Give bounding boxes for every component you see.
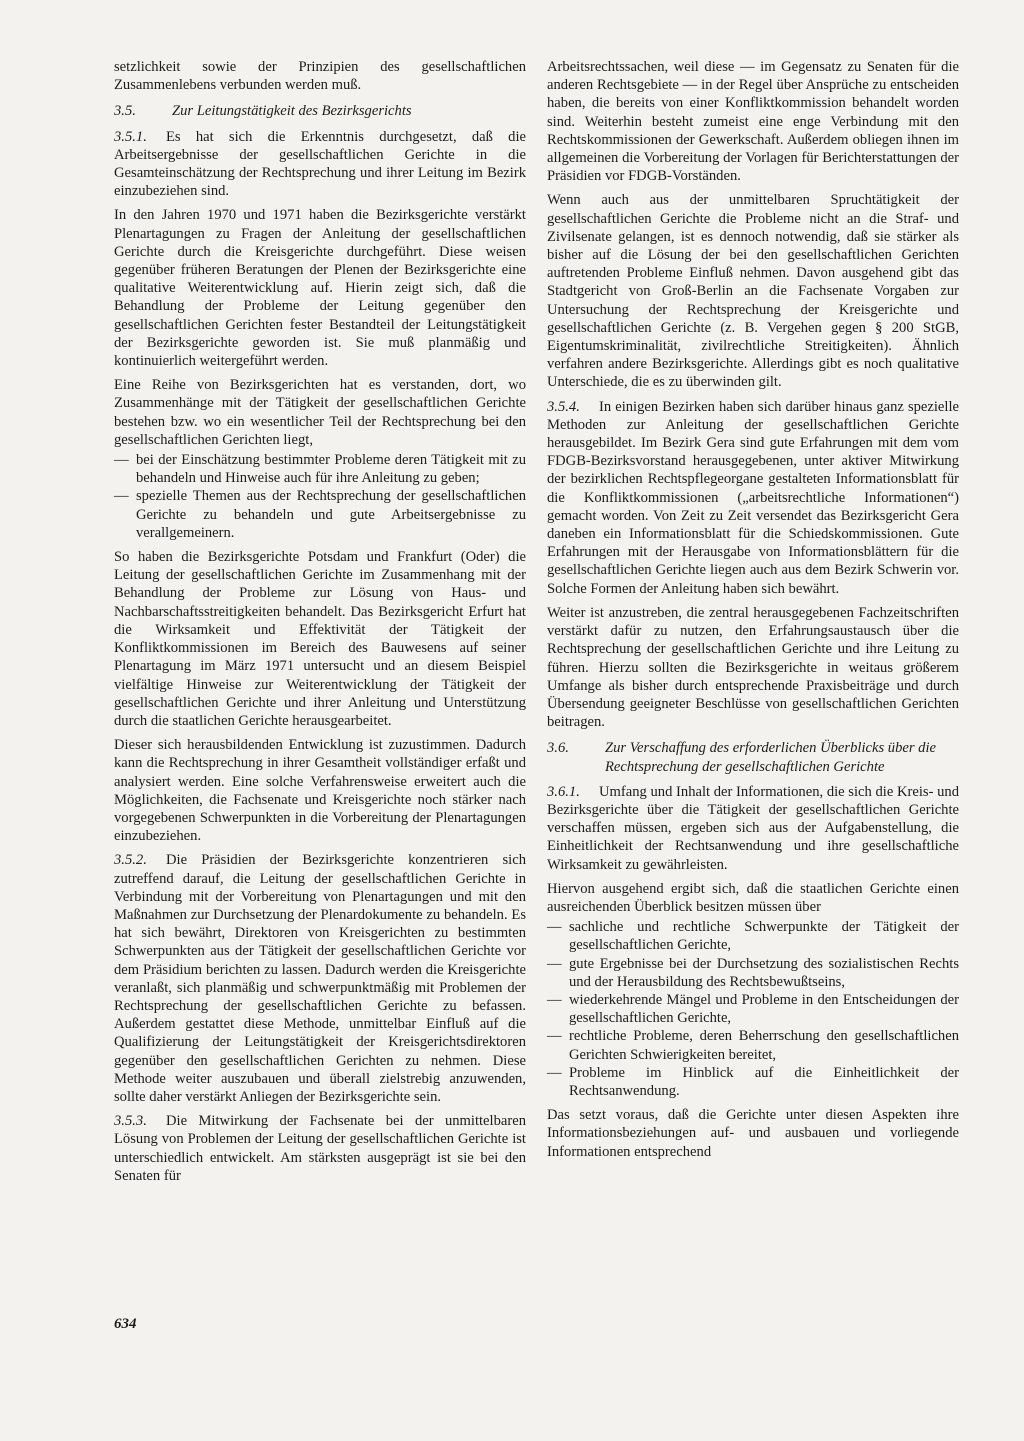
paragraph: Weiter ist anzustreben, die zentral herausgegebenen Fachzeitschriften verstärkt dafür zu nutzen, den Erfahrungsaustausch über die Rechtsprechung der gesellschaftlichen Gerichte und ihre Leitung zu führen. Hierzu sollten die Bezirksgerichte in weitaus größerem Umfange als bisher durch entsprechende Praxisbeiträge und durch Übersendung geeigneter Beschlüsse von gesellschaftlichen Gerichten beitragen. — [547, 604, 959, 731]
paragraph: In den Jahren 1970 und 1971 haben die Bezirksgerichte verstärkt Plenartagungen zu Fragen der Anleitung der gesellschaftlichen Gerichte durch die Kreisgerichte durchgeführt. Diese weisen gegenüber früheren Beratungen der Plenen der Bezirksgerichte eine qualitative Weiterentwicklung auf. Hierin zeigt sich, daß die Behandlung der Probleme der Leitung gegenüber den gesellschaftlichen Gerichten fester Bestandteil der Leitungstätigkeit der Bezirksgerichte geworden ist. Sie muß planmäßig und kontinuierlich weitergeführt werden. — [114, 207, 526, 370]
dash-list — [547, 918, 959, 1100]
paragraph-3-5-1 — [114, 128, 526, 201]
paragraph-number: 3.5.2. — [114, 852, 147, 869]
paragraph-text: Die Mitwirkung der Fachsenate bei der unmittelbaren Lösung von Problemen der Leitung der gesellschaftlichen Gerichte ist unterschiedlich entwickelt. Am stärksten ausgeprägt ist sie bei den Senaten für — [114, 1113, 526, 1184]
paragraph-number: 3.5.1. — [114, 128, 147, 145]
paragraph: Wenn auch aus der unmittelbaren Spruchtätigkeit der gesellschaftlichen Gerichte die Probleme nicht an die Straf- und Zivilsenate gelangen, ist es dennoch notwendig, daß sie stärker als bisher auf die Lösung der bei den gesellschaftlichen Gerichten auftretenden Probleme Einfluß nehmen. Davon ausgehend gibt das Stadtgericht von Groß-Berlin an die Fachsenate Vorgaben zur Untersuchung der Rechtsprechung der Kreisgerichte und gesellschaftlichen Gerichte (z. B. Vergehen gegen § 200 StGB, Eigentumskriminalität, zivilrechtliche Streitigkeiten). Ähnlich verfahren andere Bezirksgerichte. Allerdings gibt es noch qualitative Unterschiede, die es zu überwinden gilt. — [547, 192, 959, 391]
paragraph-3-6-1 — [547, 783, 959, 874]
section-heading-3-6 — [547, 739, 959, 775]
paragraph-text: Es hat sich die Erkenntnis durchgesetzt, daß die Arbeitsergebnisse der gesellschaftlichen Gerichte in die Gesamteinschätzung der Rechtsprechung und ihrer Leitung im Bezirk einzubeziehen sind. — [114, 128, 526, 200]
paragraph-3-5-2 — [114, 851, 526, 1106]
paragraph-text: In einigen Bezirken haben sich darüber hinaus ganz spezielle Methoden zur Anleitung der gesellschaftlichen Gerichte herausgebildet. Im Bezirk Gera sind gute Erfahrungen mit dem vom FDGB-Bezirksvorstand herausgegebenen, unter aktiver Mitwirkung der bezirklichen Rechtspflegeorgane gestalteten Informationsblatt für die Konfliktkommissionen („arbeitsrechtliche Informationen“) gemacht worden. Von Zeit zu Zeit versendet das Bezirksgericht Gera daneben ein Informationsblatt für die Schiedskommissionen. Gute Erfahrungen mit der Herausgabe von Informationsblättern für die gesellschaftlichen Gerichte liegen auch aus dem Bezirk Schwerin vor. Solche Formen der Anleitung haben sich bewährt. — [547, 398, 959, 597]
right-column — [547, 58, 959, 1161]
paragraph-text: Die Präsidien der Bezirksgerichte konzentrieren sich zutreffend darauf, die Leitung der gesellschaftlichen Gerichte in Verbindung mit der Vorbereitung von Plenartagungen und mit den Maßnahmen zur Durchsetzung der Plenardokumente zu behandeln. Es hat sich bewährt, Direktoren von Kreisgerichten zu bestimmten Schwerpunkten aus der Tätigkeit der gesellschaftlichen Gerichte vor dem Präsidium berichten zu lassen. Dadurch werden die Kreisgerichte veranlaßt, sich planmäßig und schwerpunktmäßig mit Problemen der Rechtsprechung der gesellschaftlichen Gerichte zu befassen. Außerdem gestattet diese Methode, unmittelbar Einfluß auf die Qualifizierung der Leitungstätigkeit der Kreisgerichtsdirektoren gegenüber den gesellschaftlichen Gerichten zu nehmen. Diese Methode weiter auszubauen und überall zielstrebig anzuwenden, sollte daher verstärkt Anliegen der Bezirksgerichte sein. — [114, 852, 526, 1105]
paragraph: Arbeitsrechtssachen, weil diese — im Gegensatz zu Senaten für die anderen Rechtsgebiete — in der Regel über Ansprüche zu entscheiden haben, die bereits von einer Konfliktkommission behandelt worden sind. Weiterhin besteht zumeist eine enge Verbindung mit den Rechtskommissionen der Gewerkschaft. Außerdem obliegen ihnen im allgemeinen die Vorbereitung der Vorlagen für Berichterstattungen der Präsidien vor FDGB-Vorständen. — [547, 59, 959, 185]
section-title: Zur Verschaffung des erforderlichen Überblicks über die Rechtsprechung der gesellschaftlichen Gerichte — [605, 740, 937, 775]
page-number: 634 — [114, 1316, 137, 1332]
paragraph-number: 3.5.3. — [114, 1113, 147, 1130]
paragraph-3-5-3 — [114, 1112, 526, 1185]
section-heading-3-5 — [114, 102, 526, 120]
list-item: — gute Ergebnisse bei der Durchsetzung des sozialistischen Rechts und der Herausbildung des Rechtsbewußtseins, — [547, 955, 959, 991]
section-number: 3.5. — [114, 103, 136, 120]
list-item: — spezielle Themen aus der Rechtsprechung der gesellschaftlichen Gerichte zu behandeln und gute Arbeitsergebnisse zu verallgemeinern. — [114, 487, 526, 542]
paragraph-text: Umfang und Inhalt der Informationen, die sich die Kreis- und Bezirksgerichte über die Tätigkeit der gesellschaftlichen Gerichte verschaffen müssen, ergeben sich aus der Aufgabenstellung, die Einheitlichkeit der Rechtsanwendung und ihre gesellschaftliche Wirksamkeit zu gewährleisten. — [547, 783, 959, 873]
paragraph: Hiervon ausgehend ergibt sich, daß die staatlichen Gerichte einen ausreichenden Überblick besitzen müssen über — [547, 880, 959, 915]
section-title: Zur Leitungstätigkeit des Bezirksgerichts — [172, 103, 412, 120]
paragraph-number: 3.5.4. — [547, 398, 580, 415]
list-item: — Probleme im Hinblick auf die Einheitlichkeit der Rechtsanwendung. — [547, 1064, 959, 1100]
paragraph: Dieser sich herausbildenden Entwicklung ist zuzustimmen. Dadurch kann die Rechtsprechung in ihrer Gesamtheit vollständiger erfaßt und analysiert werden. Eine solche Verfahrensweise erweitert auch die Möglichkeiten, die Fachsenate und Kreisgerichte noch stärker nach vorgegebenen Schwerpunkten in die Vorbereitung der Plenartagungen einzubeziehen. — [114, 737, 526, 845]
paragraph: So haben die Bezirksgerichte Potsdam und Frankfurt (Oder) die Leitung der gesellschaftlichen Gerichte im Zusammenhang mit der Behandlung der Probleme zur Lösung von Haus- und Nachbarschaftsstreitigkeiten behandelt. Das Bezirksgericht Erfurt hat die Wirksamkeit und Effektivität der Tätigkeit der Konfliktkommissionen im Bereich des Bauwesens auf seiner Plenartagung im März 1971 untersucht und an diesem Beispiel vielfältige Hinweise zur Weiterentwicklung der Tätigkeit der gesellschaftlichen Gerichte und ihrer Anleitung und Unterstützung durch die staatlichen Gerichte herausgearbeitet. — [114, 549, 526, 729]
dash-list — [114, 451, 526, 542]
paragraph-number: 3.6.1. — [547, 783, 580, 800]
list-item: — wiederkehrende Mängel und Probleme in den Entscheidungen der gesellschaftlichen Gerichte, — [547, 991, 959, 1027]
paragraph: Das setzt voraus, daß die Gerichte unter diesen Aspekten ihre Informationsbeziehungen auf- und ausbauen und vorliegende Informationen entsprechend — [547, 1107, 959, 1160]
paragraph-3-5-4 — [547, 398, 959, 598]
left-column — [114, 58, 526, 1185]
paragraph: Eine Reihe von Bezirksgerichten hat es verstanden, dort, wo Zusammenhänge mit der Tätigkeit der gesellschaftlichen Gerichte bestehen bzw. wo ein wesentlicher Teil der Rechtsprechung bei den gesellschaftlichen Gerichten liegt, — [114, 377, 526, 448]
list-item: — rechtliche Probleme, deren Beherrschung den gesellschaftlichen Gerichten Schwierigkeiten bereitet, — [547, 1027, 959, 1063]
list-item: — bei der Einschätzung bestimmter Probleme deren Tätigkeit mit zu behandeln und Hinweise auch für ihre Anleitung zu geben; — [114, 451, 526, 487]
paragraph: setzlichkeit sowie der Prinzipien des gesellschaftlichen Zusammenlebens verbunden werden muß. — [114, 59, 526, 94]
section-number: 3.6. — [547, 740, 569, 757]
list-item: — sachliche und rechtliche Schwerpunkte der Tätigkeit der gesellschaftlichen Gerichte, — [547, 918, 959, 954]
